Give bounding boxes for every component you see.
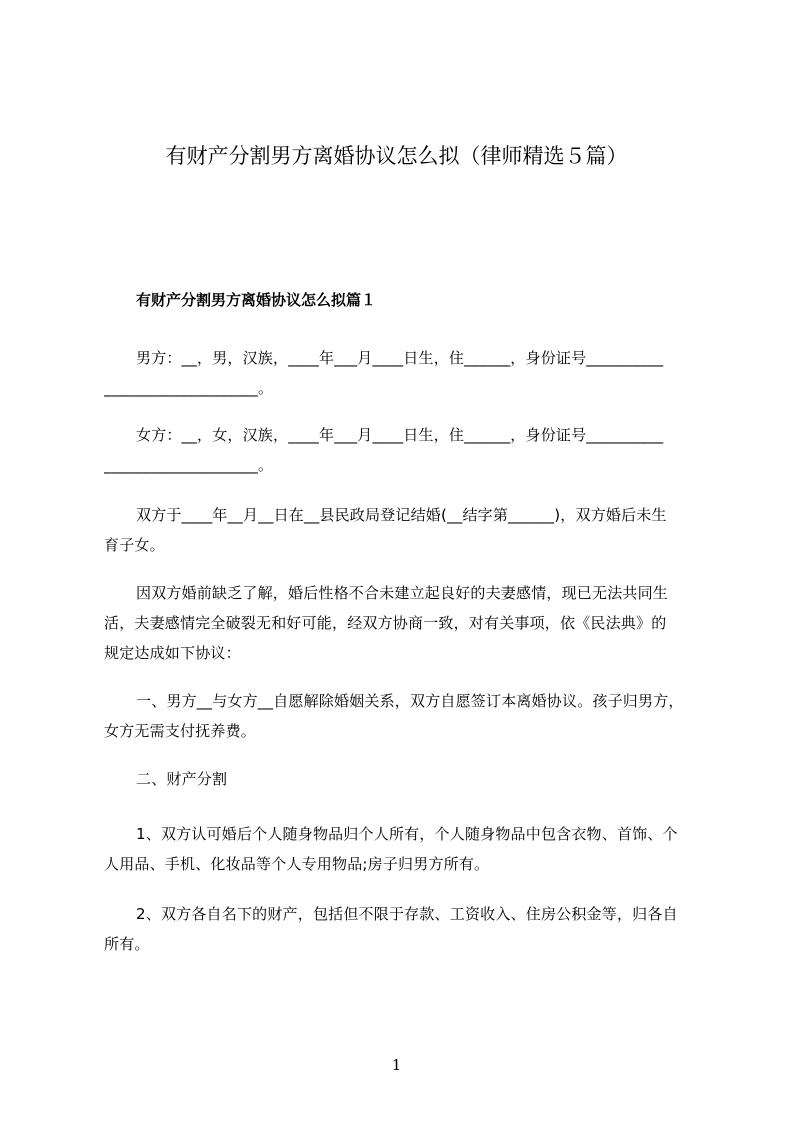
paragraph-clause-one [104, 686, 700, 746]
paragraph-line: 二、财产分割 [136, 770, 228, 788]
paragraph-husband-info [104, 343, 700, 403]
paragraph-line: 女方无需支付抚养费。 [104, 722, 257, 740]
paragraph-clause-two-heading [104, 764, 700, 794]
page-number: 1 [391, 1056, 402, 1074]
paragraph-divorce-reason [104, 578, 700, 668]
paragraph-line: 双方于____年__月__日在__县民政局登记结婚(__结字第______)，双方婚后未生 [136, 506, 667, 524]
paragraph-line: 女方：__，女，汉族，____年___月____日生，住______，身份证号__________ [136, 426, 664, 444]
paragraph-line: 因双方婚前缺乏了解，婚后性格不合未建立起良好的夫妻感情，现已无法共同生 [136, 584, 669, 602]
paragraph-line: 一、男方__与女方__自愿解除婚姻关系，双方自愿签订本离婚协议。孩子归男方， [136, 692, 684, 710]
paragraph-line: ____________________。 [104, 379, 274, 397]
paragraph-line: 2、双方各自名下的财产，包括但不限于存款、工资收入、住房公积金等，归各自 [136, 905, 678, 923]
paragraph-line: 人用品、手机、化妆品等个人专用物品;房子归男方所有。 [104, 855, 490, 873]
document-title: 有财产分割男方离婚协议怎么拟（律师精选５篇） [165, 144, 628, 168]
paragraph-wife-info [104, 420, 700, 480]
paragraph-marriage-registration [104, 500, 700, 560]
paragraph-line: 育子女。 [104, 536, 165, 554]
paragraph-line: 男方：__，男，汉族，____年___月____日生，住______，身份证号__________ [136, 349, 664, 367]
paragraph-line: 规定达成如下协议： [104, 644, 241, 662]
section-heading: 有财产分割男方离婚协议怎么拟篇１ [136, 291, 377, 309]
paragraph-property-item-2 [104, 899, 700, 959]
paragraph-line: 活，夫妻感情完全破裂无和好可能，经双方协商一致，对有关事项，依《民法典》的 [104, 614, 667, 632]
paragraph-line: 1、双方认可婚后个人随身物品归个人所有，个人随身物品中包含衣物、首饰、个 [136, 825, 678, 843]
paragraph-line: 所有。 [104, 935, 150, 953]
paragraph-line: ____________________。 [104, 456, 274, 474]
paragraph-property-item-1 [104, 819, 700, 879]
